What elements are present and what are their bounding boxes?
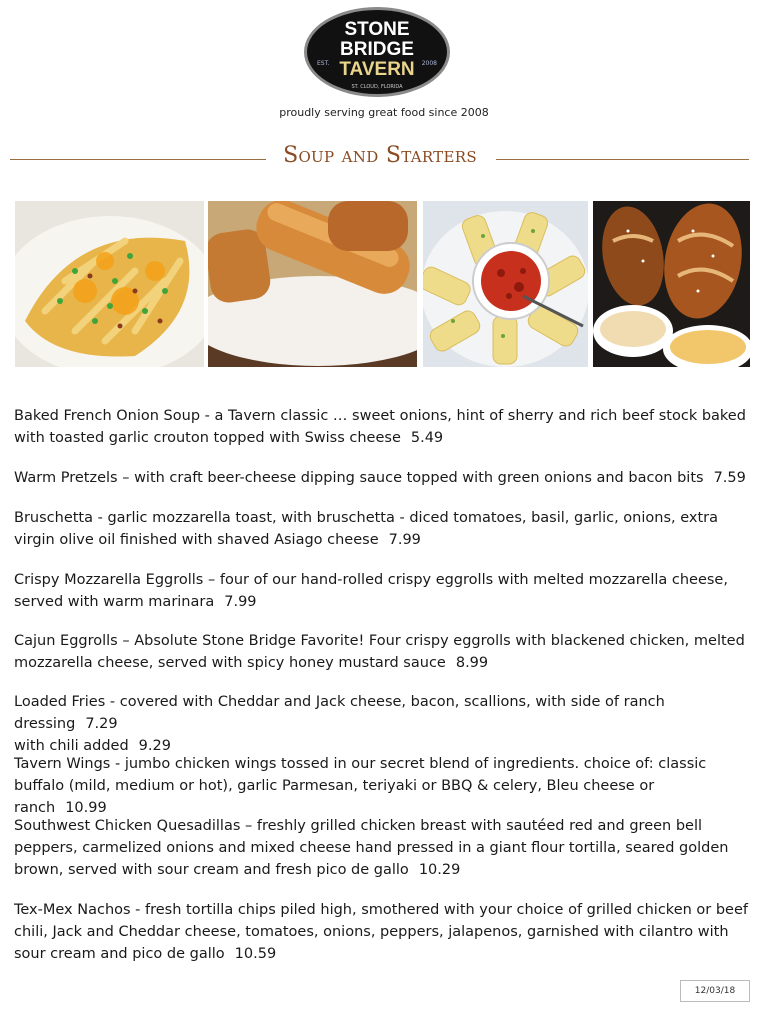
logo-year: 2008 xyxy=(421,60,437,67)
item-price: 7.59 xyxy=(713,470,746,486)
menu-item xyxy=(14,691,749,757)
item-price: 5.49 xyxy=(410,430,444,446)
item-price: 7.29 xyxy=(85,716,118,732)
eggrolls-photo xyxy=(208,201,417,367)
item-separator: – xyxy=(240,818,257,834)
item-description: Absolute Stone Bridge Favorite! Four crispy eggrolls with blackened chicken, melted mozzarella cheese, served with spicy honey mustard sauce xyxy=(14,633,745,671)
item-description: a Tavern classic … sweet onions, hint of sherry and rich beef stock baked with toasted garlic crouton topped with Swiss cheese xyxy=(14,408,746,446)
menu-item xyxy=(14,630,749,674)
item-separator: – xyxy=(203,572,220,588)
item-separator: - xyxy=(93,510,108,526)
item-description: garlic mozzarella toast, with bruschetta - diced tomatoes, basil, garlic, onions, extra virgin olive oil finished with shaved Asiago cheese xyxy=(14,510,719,548)
item-name: Warm Pretzels xyxy=(14,470,118,486)
item-price: 8.99 xyxy=(455,655,489,671)
item-extra: with chili added xyxy=(14,738,129,754)
item-name: Crispy Mozzarella Eggrolls xyxy=(14,572,204,588)
item-price: 10.99 xyxy=(65,800,107,816)
logo-est: EST. xyxy=(317,60,330,67)
item-name: Cajun Eggrolls xyxy=(14,633,118,649)
menu-item xyxy=(14,815,749,881)
logo-line-2: BRIDGE xyxy=(340,39,414,60)
title-rule-left xyxy=(10,159,266,160)
item-price: 7.99 xyxy=(224,594,257,610)
item-separator: - xyxy=(110,756,125,772)
item-description: four of our hand-rolled crispy eggrolls with melted mozzarella cheese, served with warm marinara xyxy=(14,572,728,610)
item-name: Tex-Mex Nachos xyxy=(14,902,131,918)
item-description: freshly grilled chicken breast with sautéed red and green bell peppers, carmelized onions and mixed cheese hand pressed in a giant flour tortilla, seared golden brown, served with sour cream and fresh pico de gallo xyxy=(14,818,729,878)
item-name: Tavern Wings xyxy=(14,756,111,772)
item-price: 10.59 xyxy=(234,946,277,962)
item-separator: - xyxy=(130,902,146,918)
menu-item xyxy=(14,507,749,551)
menu-item xyxy=(14,569,749,613)
section-title: Soup and Starters xyxy=(283,143,477,168)
item-separator: – xyxy=(117,633,135,649)
item-description: fresh tortilla chips piled high, smothered with your choice of grilled chicken or beef chili, Jack and Cheddar cheese, tomatoes, onions, peppers, jalapenos, garnished with cilantro with sour cream and pico de gallo xyxy=(14,902,749,962)
item-extra-price: 9.29 xyxy=(138,738,171,754)
item-separator: – xyxy=(117,470,135,486)
item-name: Loaded Fries xyxy=(14,694,106,710)
bruschetta-photo xyxy=(423,201,588,367)
menu-item xyxy=(14,467,749,489)
item-name: Baked French Onion Soup xyxy=(14,408,201,424)
item-name: Southwest Chicken Quesadillas xyxy=(14,818,241,834)
menu-item xyxy=(14,405,749,449)
item-description: with craft beer-cheese dipping sauce topped with green onions and bacon bits xyxy=(134,470,704,486)
title-rule-right xyxy=(496,159,749,160)
item-description: covered with Cheddar and Jack cheese, bacon, scallions, with side of ranch dressing xyxy=(14,694,665,732)
loaded-fries-photo xyxy=(15,201,204,367)
logo-line-3: TAVERN xyxy=(339,59,415,80)
item-name: Bruschetta xyxy=(14,510,93,526)
logo-line-1: STONE xyxy=(344,19,410,40)
logo-location: ST. CLOUD, FLORIDA xyxy=(351,84,403,90)
item-separator: - xyxy=(200,408,215,424)
pretzels-photo xyxy=(593,201,750,367)
date-stamp: 12/03/18 xyxy=(680,980,750,1002)
item-description: jumbo chicken wings tossed in our secret blend of ingredients. choice of: classic buffalo (mild, medium or hot), garlic Parmesan, teriyaki or BBQ & celery, Bleu cheese or ranch xyxy=(14,756,707,816)
item-price: 7.99 xyxy=(388,532,421,548)
menu-item xyxy=(14,753,749,819)
stone-bridge-tavern-logo xyxy=(304,7,450,97)
menu-item xyxy=(14,899,749,965)
item-separator: - xyxy=(105,694,120,710)
item-price: 10.29 xyxy=(418,862,461,878)
tagline: proudly serving great food since 2008 xyxy=(279,106,489,119)
